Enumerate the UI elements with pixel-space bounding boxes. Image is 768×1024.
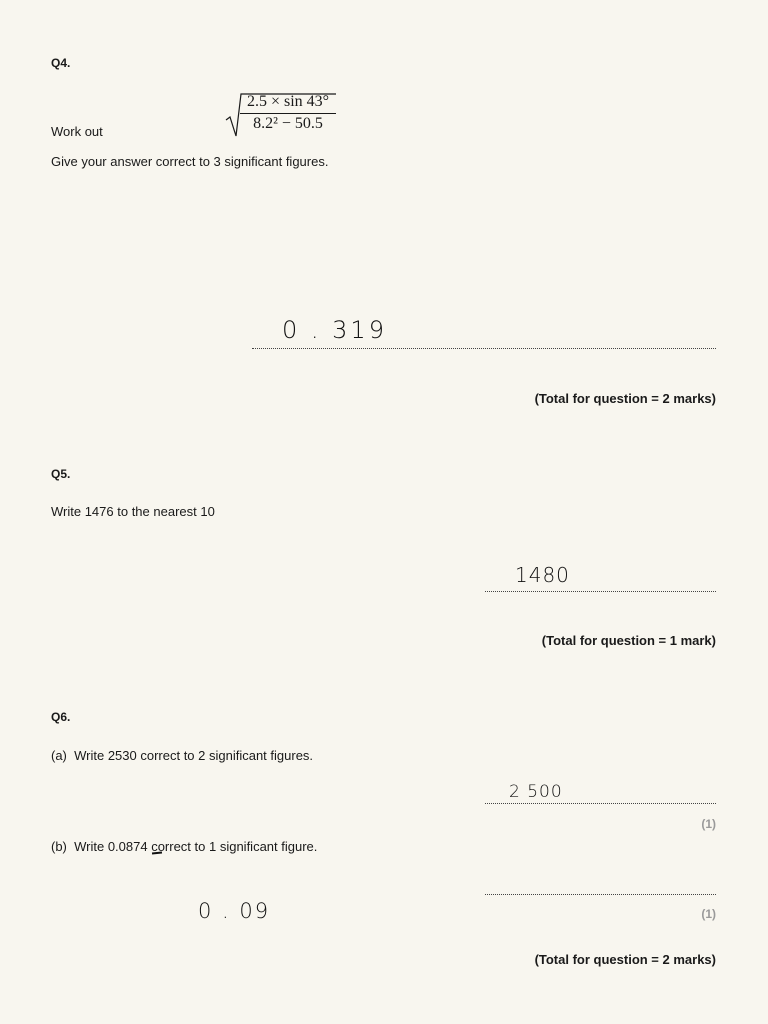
q6a-handwritten-answer: 2 500 xyxy=(509,782,563,802)
q4-denominator: 8.2² − 50.5 xyxy=(253,115,323,132)
q6-number: Q6. xyxy=(51,710,71,724)
q6a-answer-line[interactable] xyxy=(485,803,716,804)
q4-fraction xyxy=(240,93,336,133)
q6-part-a: (a) Write 2530 correct to 2 significant figures. xyxy=(51,748,314,763)
q4-number: Q4. xyxy=(51,56,71,70)
q4-expression xyxy=(224,90,344,140)
q5-instruction: Write 1476 to the nearest 10 xyxy=(51,504,215,519)
q4-answer-line[interactable] xyxy=(252,348,716,349)
q4-numerator: 2.5 × sin 43° xyxy=(240,93,336,114)
q4-instruction: Give your answer correct to 3 significant figures. xyxy=(51,154,329,169)
q5-number: Q5. xyxy=(51,467,71,481)
q4-total-marks: (Total for question = 2 marks) xyxy=(534,391,716,406)
q5-handwritten-answer: 1480 xyxy=(515,563,570,587)
q6b-answer-line[interactable] xyxy=(485,894,716,895)
q6-part-b: (b) Write 0.0874 correct to 1 significant figure. xyxy=(51,839,318,854)
q6b-handwritten-answer: 0 . 09 xyxy=(198,899,271,923)
q4-work-out-label: Work out xyxy=(51,124,103,139)
q5-total-marks: (Total for question = 1 mark) xyxy=(541,633,716,648)
q6b-mark: (1) xyxy=(701,907,716,921)
q6-total-marks: (Total for question = 2 marks) xyxy=(534,952,716,967)
q4-handwritten-answer: 0 . 319 xyxy=(282,316,387,344)
q5-answer-line[interactable] xyxy=(485,591,716,592)
underline-mark xyxy=(152,851,162,854)
q6a-mark: (1) xyxy=(701,817,716,831)
